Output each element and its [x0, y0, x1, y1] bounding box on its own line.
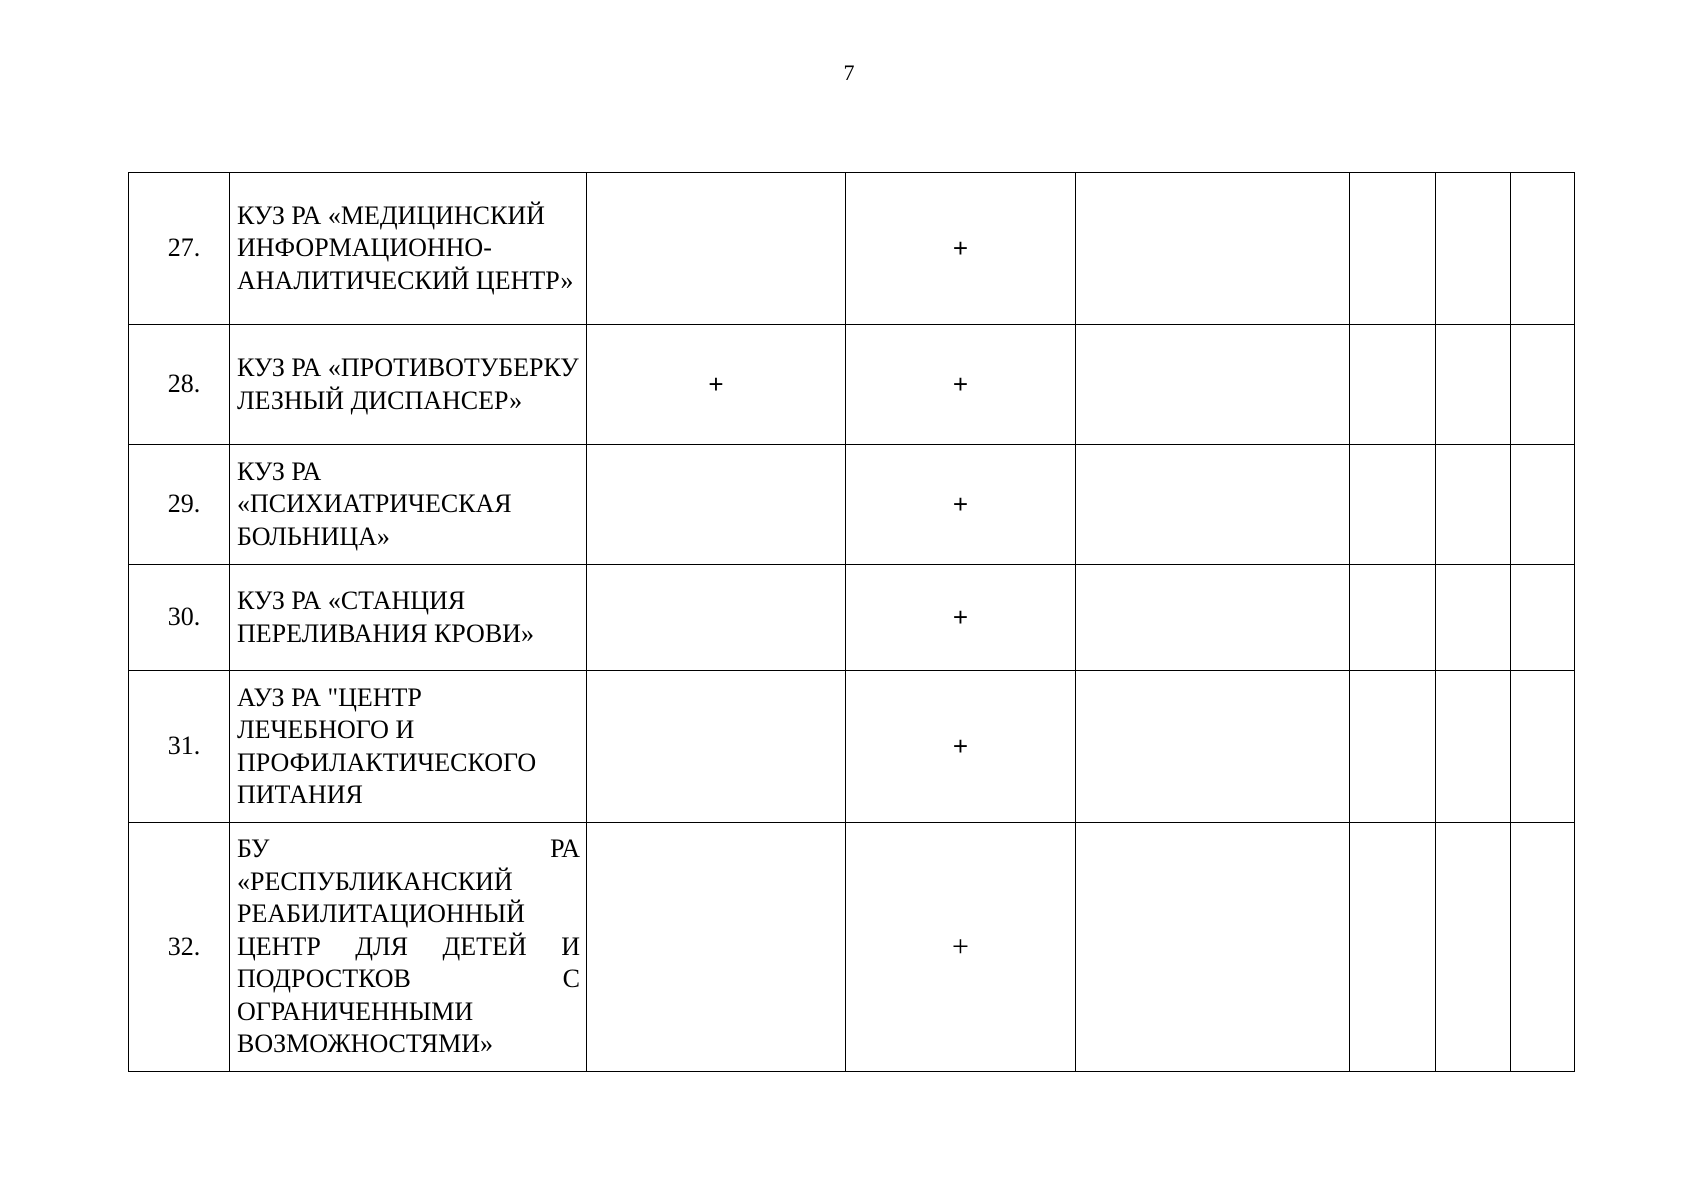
cell-col6 [1350, 671, 1436, 823]
table-row [129, 445, 1575, 565]
table-row [129, 671, 1575, 823]
row-number: 27. [129, 173, 230, 325]
cell-col6 [1350, 445, 1436, 565]
table-row [129, 823, 1575, 1072]
cell-col8 [1511, 445, 1575, 565]
institution-name: КУЗ РА «ПРОТИВОТУБЕРКУЛЕЗНЫЙ ДИСПАНСЕР» [230, 325, 587, 445]
table-row [129, 565, 1575, 671]
cell-col7 [1436, 671, 1511, 823]
cell-col7 [1436, 445, 1511, 565]
institution-name: БУ РА «РЕСПУБЛИКАНСКИЙ РЕАБИЛИТАЦИОННЫЙ ЦЕНТР ДЛЯ ДЕТЕЙ И ПОДРОСТКОВ С ОГРАНИЧЕННЫМИ ВОЗМОЖНОСТЯМИ» [230, 823, 587, 1072]
cell-col4: + [846, 445, 1076, 565]
cell-col7 [1436, 325, 1511, 445]
cell-col8 [1511, 565, 1575, 671]
cell-col7 [1436, 565, 1511, 671]
cell-col3 [587, 823, 846, 1072]
cell-col4: + [846, 823, 1076, 1072]
cell-col5 [1076, 445, 1350, 565]
cell-col4: + [846, 671, 1076, 823]
institution-name: АУЗ РА "ЦЕНТР ЛЕЧЕБНОГО И ПРОФИЛАКТИЧЕСКОГО ПИТАНИЯ [230, 671, 587, 823]
table-row [129, 325, 1575, 445]
cell-col6 [1350, 823, 1436, 1072]
row-number: 32. [129, 823, 230, 1072]
cell-col8 [1511, 325, 1575, 445]
cell-col8 [1511, 823, 1575, 1072]
cell-col5 [1076, 325, 1350, 445]
page-number: 7 [843, 60, 855, 85]
cell-col4: + [846, 325, 1076, 445]
cell-col3: + [587, 325, 846, 445]
cell-col7 [1436, 823, 1511, 1072]
cell-col4: + [846, 565, 1076, 671]
institution-name: КУЗ РА «ПСИХИАТРИЧЕСКАЯ БОЛЬНИЦА» [230, 445, 587, 565]
cell-col3 [587, 565, 846, 671]
row-number: 28. [129, 325, 230, 445]
cell-col6 [1350, 325, 1436, 445]
row-number: 29. [129, 445, 230, 565]
cell-col5 [1076, 671, 1350, 823]
row-number: 30. [129, 565, 230, 671]
institution-name: КУЗ РА «МЕДИЦИНСКИЙ ИНФОРМАЦИОННО-АНАЛИТИЧЕСКИЙ ЦЕНТР» [230, 173, 587, 325]
institutions-table [128, 172, 1575, 1072]
institution-name: КУЗ РА «СТАНЦИЯ ПЕРЕЛИВАНИЯ КРОВИ» [230, 565, 587, 671]
cell-col8 [1511, 671, 1575, 823]
table-row [129, 173, 1575, 325]
cell-col7 [1436, 173, 1511, 325]
cell-col3 [587, 173, 846, 325]
row-number: 31. [129, 671, 230, 823]
cell-col5 [1076, 823, 1350, 1072]
cell-col8 [1511, 173, 1575, 325]
cell-col3 [587, 671, 846, 823]
cell-col6 [1350, 565, 1436, 671]
cell-col3 [587, 445, 846, 565]
cell-col5 [1076, 565, 1350, 671]
cell-col6 [1350, 173, 1436, 325]
cell-col4: + [846, 173, 1076, 325]
cell-col5 [1076, 173, 1350, 325]
